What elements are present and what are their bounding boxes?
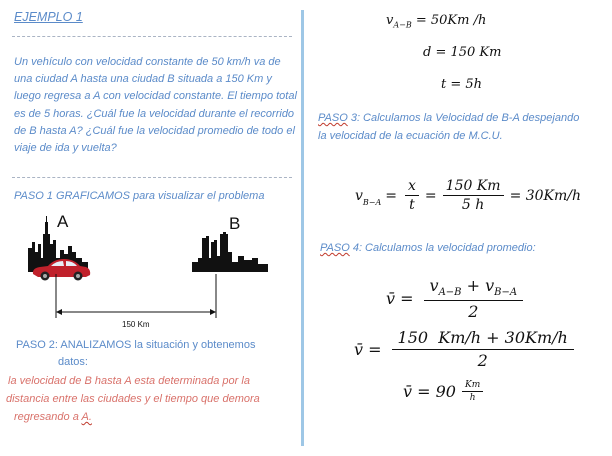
frac-numerator: 150 Km [443,178,504,196]
avg-lhs: v̄ = 90 [403,382,456,401]
column-divider [301,10,304,446]
frac-denominator: 2 [477,351,488,370]
frac-denominator: 5 h [461,197,485,213]
step-4-text [320,242,536,254]
fraction-values [443,178,504,213]
term-a: v [429,276,439,295]
explanation-end: A. [81,411,92,423]
equation-time: t = 5h [441,77,483,92]
frac-numerator: x [405,178,419,196]
label-city-b: B [229,214,241,233]
explanation-line: distancia entre las ciudades y el tiempo que demora [6,393,260,405]
label-city-a: A [57,212,69,231]
step-3-word: PASO [318,112,348,124]
calc-equals: = [424,187,437,204]
dashed-separator [12,36,292,37]
term-b-sub: B−A [494,287,518,299]
dashed-separator [12,177,292,178]
term-b: v [485,276,495,295]
calc-lhs: v [355,187,363,204]
term-a-sub: A−B [438,287,462,299]
frac-denominator: t [409,197,415,213]
average-substitution [354,328,578,370]
plus-sign: + [461,276,486,295]
frac-denominator: h [469,393,476,403]
calc-result: = 30Km/h [509,187,582,204]
average-formula [386,276,527,321]
avg-lhs: v̄ = [354,339,382,359]
frac-numerator: Km [462,380,483,392]
explanation-line: la velocidad de B hasta A esta determinada por la [8,375,250,387]
step-2-explanation [6,372,300,426]
calc-lhs-sub: B−A [362,198,382,207]
eq-value: = 50Km /h [411,13,487,28]
explanation-line [6,408,300,426]
avg-fraction [424,276,524,321]
eq-symbol: v [386,13,394,28]
calc-equals: = [385,187,398,204]
step-3-heading: 3: Calculamos la Velocidad de B-A despejando [347,112,580,124]
velocity-ba-calculation [355,178,581,213]
step-2-heading-cont: datos: [58,356,88,368]
distance-label: 150 Km [122,320,150,329]
frac-numerator [424,276,524,301]
avg-fraction [392,328,574,370]
example-title: EJEMPLO 1 [14,10,83,24]
unit-fraction [462,380,483,403]
step-1-heading: PASO 1 GRAFICAMOS para visualizar el problema [14,190,265,202]
distance-arrow [40,272,230,322]
frac-numerator: 150 Km/h + 30Km/h [392,328,574,350]
explanation-text: regresando a [14,411,79,423]
fraction-x-over-t [405,178,419,213]
step-2-heading: PASO 2: ANALIZAMOS la situación y obtenemos [16,339,256,351]
step-3-text [318,110,579,145]
problem-statement: Un vehículo con velocidad constante de 50 km/h va de una ciudad A hasta una ciudad B situada a 150 Km y luego regresa a A con velocidad constante. El tiempo total es de 5 horas. ¿Cuál fue la velocidad durante el recorrido de B hasta A? ¿Cuál fue la velocidad promedio de todo el viaje de ida y vuelta? [14,56,297,155]
step-4-heading: 4: Calculamos la velocidad promedio: [349,242,536,254]
average-result [403,380,487,403]
frac-denominator: 2 [468,302,479,322]
eq-subscript: A−B [393,20,412,30]
equation-velocity-ab [386,13,486,30]
step-4-word: PASO [320,242,350,254]
equation-distance: d = 150 Km [423,45,502,60]
avg-lhs: v̄ = [386,289,414,309]
step-3-line2: la velocidad de la ecuación de M.C.U. [318,129,503,142]
